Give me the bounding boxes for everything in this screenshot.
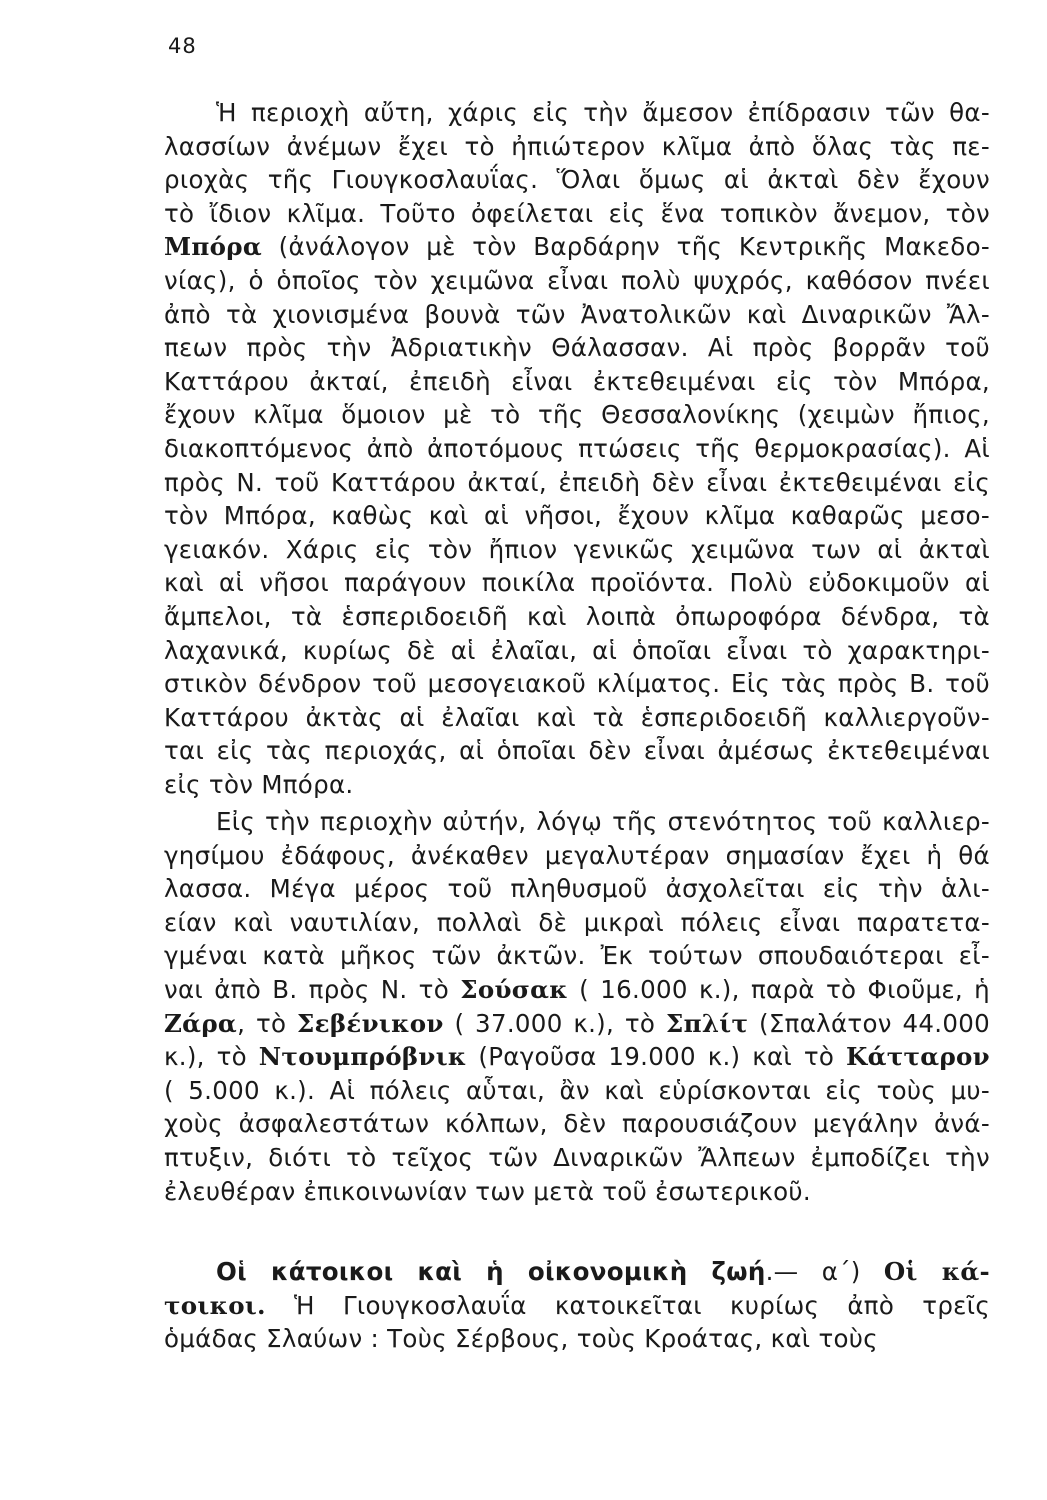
text-run: γησίμου ἐδάφους, ἀνέκαθεν μεγαλυτέραν σημασίαν ἔχει ἡ θά <box>164 840 990 870</box>
text-run: νίας), ὁ ὁποῖος τὸν χειμῶνα εἶναι πολὺ ψυχρός, καθόσον πνέει <box>164 265 990 295</box>
emphasized-term: Οἱ κάτοικοι καὶ ἡ οἰκονομικὴ ζωή <box>216 1257 766 1286</box>
text-line <box>164 805 990 839</box>
paragraph-sea-and-cities <box>164 805 990 1208</box>
text-run: πεων πρὸς τὴν Ἀδριατικὴν Θάλασσαν. Αἱ πρὸς βορρᾶν τοῦ <box>164 333 990 363</box>
text-line <box>164 96 990 130</box>
text-run: (Σπαλάτον 44.000 <box>748 1008 991 1038</box>
text-line <box>164 466 990 500</box>
text-run: γειακόν. Χάρις εἰς τὸν ἤπιον γενικῶς χειμῶνα των αἱ ἀκταὶ <box>164 534 990 564</box>
text-line <box>164 298 990 332</box>
text-run: .— α΄) <box>765 1257 884 1286</box>
text-line <box>164 499 990 533</box>
text-run: ριοχὰς τῆς Γιουγκοσλαυΐας. Ὅλαι ὅμως αἱ ἀκταὶ δὲν ἔχουν <box>164 165 990 195</box>
text-run: Καττάρου ἀκτὰς αἱ ἐλαῖαι καὶ τὰ ἑσπεριδοειδῆ καλλιεργοῦν- <box>164 702 990 732</box>
text-line <box>164 566 990 600</box>
text-run: ἐλευθέραν ἐπικοινωνίαν των μετὰ τοῦ ἐσωτερικοῦ. <box>164 1176 811 1206</box>
text-run: , τὸ <box>237 1008 298 1038</box>
text-run: ( 37.000 κ.), τὸ <box>443 1008 666 1038</box>
text-line <box>164 600 990 634</box>
text-run: ἄμπελοι, τὰ ἑσπεριδοειδῆ καὶ λοιπὰ ὀπωροφόρα δένδρα, τὰ <box>164 601 990 631</box>
text-run: ἔχουν κλῖμα ὅμοιον μὲ τὸ τῆς Θεσσαλονίκης (χειμὼν ἤπιος, <box>164 400 990 430</box>
text-line <box>164 973 990 1007</box>
text-line <box>164 230 990 264</box>
text-run: ( 16.000 κ.), παρὰ τὸ Φιοῦμε, ἡ <box>567 974 991 1004</box>
text-line <box>164 533 990 567</box>
text-line <box>164 634 990 668</box>
text-line <box>164 264 990 298</box>
text-run: (ἀνάλογον μὲ τὸν Βαρδάρην τῆς Κεντρικῆς Μακεδο- <box>262 232 990 262</box>
emphasized-term: Σπλίτ <box>665 1008 749 1038</box>
text-line <box>164 734 990 768</box>
text-line <box>164 701 990 735</box>
text-run: λασσίων ἀνέμων ἔχει τὸ ἠπιώτερον κλῖμα ἀπὸ ὅλας τὰς πε- <box>164 131 990 161</box>
emphasized-term: Μπόρα <box>164 232 263 262</box>
text-line <box>164 432 990 466</box>
text-line <box>164 1322 990 1356</box>
text-line <box>164 1141 990 1175</box>
text-run: διακοπτόμενος ἀπὸ ἀποτόμους πτώσεις τῆς θερμοκρασίας). Αἱ <box>164 433 990 463</box>
text-line <box>164 906 990 940</box>
text-line <box>164 872 990 906</box>
text-line <box>164 1007 990 1041</box>
text-line <box>164 1175 990 1209</box>
text-run: ( 5.000 κ.). Αἱ πόλεις αὗται, ἂν καὶ εὑρίσκονται εἰς τοὺς μυ- <box>164 1075 990 1105</box>
paragraph-inhabitants <box>164 1255 990 1356</box>
emphasized-term: Κάτταρον <box>845 1042 990 1072</box>
text-run: πρὸς Ν. τοῦ Καττάρου ἀκταί, ἐπειδὴ δὲν εἶναι ἐκτεθειμέναι εἰς <box>164 467 990 497</box>
text-line <box>164 1074 990 1108</box>
text-line <box>164 331 990 365</box>
emphasized-term: Οἱ κά- <box>883 1257 990 1286</box>
text-run: στικὸν δένδρον τοῦ μεσογειακοῦ κλίματος. Εἰς τὰς πρὸς Β. τοῦ <box>164 669 990 699</box>
text-run: χοὺς ἀσφαλεστάτων κόλπων, δὲν παρουσιάζουν μεγάλην ἀνά- <box>164 1109 990 1139</box>
text-run: γμέναι κατὰ μῆκος τῶν ἀκτῶν. Ἐκ τούτων σπουδαιότεραι εἶ- <box>164 941 990 971</box>
text-run: Ἡ περιοχὴ αὔτη, χάρις εἰς τὴν ἄμεσον ἐπίδρασιν τῶν θα- <box>216 98 990 127</box>
page-number: 48 <box>168 34 197 58</box>
emphasized-term: τοικοι. <box>164 1290 266 1320</box>
text-line <box>164 365 990 399</box>
text-run: Εἰς τὴν περιοχὴν αὐτήν, λόγῳ τῆς στενότητος τοῦ καλλιερ- <box>216 807 990 836</box>
text-run: λασσα. Μέγα μέρος τοῦ πληθυσμοῦ ἀσχολεῖται εἰς τὴν ἁλι- <box>164 874 990 904</box>
text-line <box>164 398 990 432</box>
text-line <box>164 939 990 973</box>
text-line <box>164 768 990 802</box>
paragraph-climate <box>164 96 990 801</box>
emphasized-term: Ζάρα <box>164 1008 238 1038</box>
text-run: (Ραγοῦσα 19.000 κ.) καὶ τὸ <box>466 1042 846 1072</box>
text-run: είαν καὶ ναυτιλίαν, πολλαὶ δὲ μικραὶ πόλεις εἶναι παρατετα- <box>164 907 990 937</box>
text-run: εἰς τὸν Μπόρα. <box>164 769 354 799</box>
text-line <box>164 839 990 873</box>
text-run: Καττάρου ἀκταί, ἐπειδὴ εἶναι ἐκτεθειμέναι εἰς τὸν Μπόρα, <box>164 366 990 396</box>
text-run: ται εἰς τὰς περιοχάς, αἱ ὁποῖαι δὲν εἶναι ἀμέσως ἐκτεθειμέναι <box>164 736 990 766</box>
text-run: τὸ ἴδιον κλῖμα. Τοῦτο ὀφείλεται εἰς ἕνα τοπικὸν ἄνεμον, τὸν <box>164 198 990 228</box>
emphasized-term: Σούσακ <box>460 974 568 1004</box>
text-run: λαχανικά, κυρίως δὲ αἱ ἐλαῖαι, αἱ ὁποῖαι εἶναι τὸ χαρακτηρι- <box>164 635 990 665</box>
text-run: Ἡ Γιουγκοσλαυΐα κατοικεῖται κυρίως ἀπὸ τρεῖς <box>265 1290 990 1320</box>
text-line <box>164 197 990 231</box>
text-run: ναι ἀπὸ Β. πρὸς Ν. τὸ <box>164 974 461 1004</box>
text-line <box>164 1255 990 1289</box>
emphasized-term: Σεβένικον <box>297 1008 444 1038</box>
text-run: καὶ αἱ νῆσοι παράγουν ποικίλα προϊόντα. Πολὺ εὐδοκιμοῦν αἱ <box>164 568 990 598</box>
text-line <box>164 1040 990 1074</box>
text-run: κ.), τὸ <box>164 1042 259 1072</box>
emphasized-term: Ντουμπρόβνικ <box>258 1042 467 1072</box>
text-run: ὁμάδας Σλαύων : Τοὺς Σέρβους, τοὺς Κροάτας, καὶ τοὺς <box>164 1324 878 1354</box>
text-line <box>164 667 990 701</box>
text-run: ἀπὸ τὰ χιονισμένα βουνὰ τῶν Ἀνατολικῶν καὶ Διναρικῶν Ἄλ- <box>164 299 990 329</box>
text-run: πτυξιν, διότι τὸ τεῖχος τῶν Διναρικῶν Ἄλπεων ἐμποδίζει τὴν <box>164 1142 990 1172</box>
text-run: τὸν Μπόρα, καθὼς καὶ αἱ νῆσοι, ἔχουν κλῖμα καθαρῶς μεσο- <box>164 501 990 531</box>
text-line <box>164 163 990 197</box>
text-line <box>164 1289 990 1323</box>
text-line <box>164 1107 990 1141</box>
text-line <box>164 130 990 164</box>
